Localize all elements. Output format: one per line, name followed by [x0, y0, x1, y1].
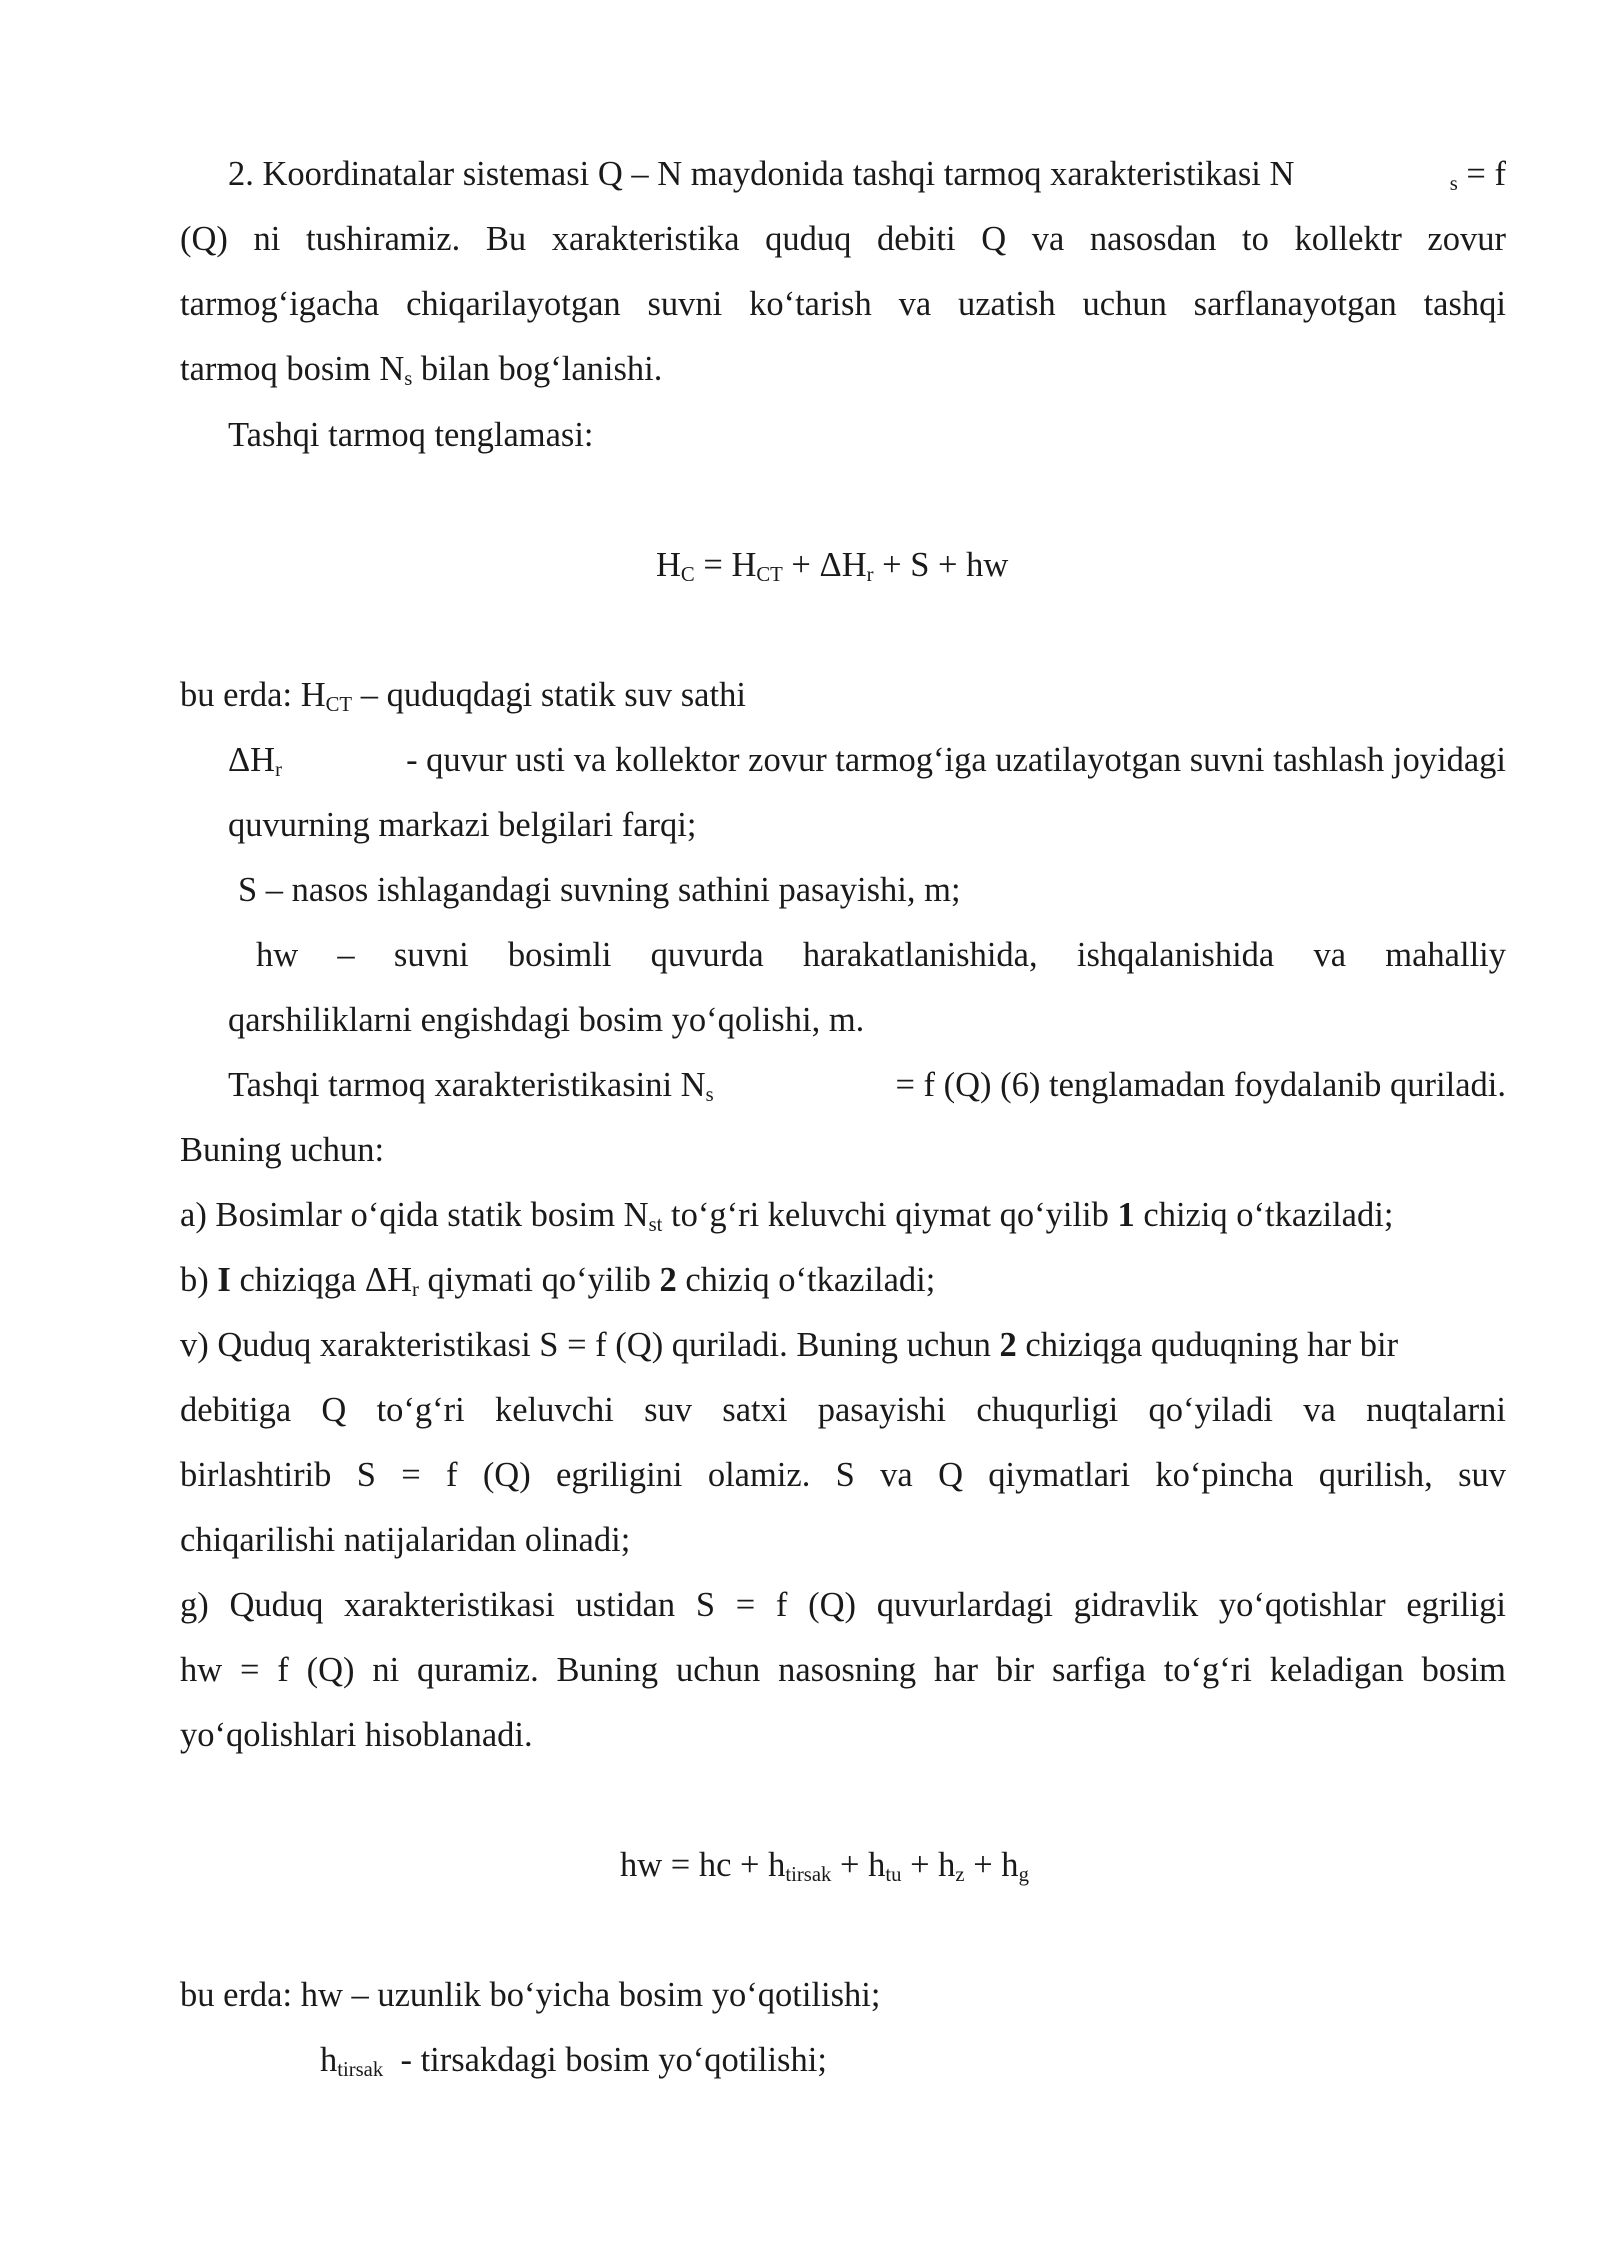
text: a) Bosimlar o‘qida statik bosim N [180, 1196, 649, 1234]
p3-line-1 [228, 1066, 1506, 1107]
subscript: CT [756, 564, 783, 587]
text: + h [964, 1846, 1019, 1884]
subscript: st [648, 1214, 663, 1237]
step-v-line-1 [180, 1328, 1398, 1363]
step-g-line-3: yo‘qolishlari hisoblanadi. [180, 1716, 533, 1754]
subscript: tirsak [337, 2059, 384, 2082]
text: bilan bog‘lanishi. [412, 350, 663, 388]
text: chiziq o‘tkaziladi; [676, 1261, 936, 1299]
def2-line-2 [320, 2041, 827, 2082]
p1-line-3: tarmog‘igacha chiqarilayotgan suvni ko‘tarish va uzatish uchun sarflanayotgan tashqi [180, 285, 1506, 323]
equation-2 [620, 1846, 1029, 1887]
text: b) [180, 1261, 218, 1299]
text: tarmoq bosim N [180, 350, 405, 388]
step-v-line-4: chiqarilishi natijalaridan olinadi; [180, 1521, 631, 1559]
subscript: s [1449, 173, 1458, 196]
text: h [320, 2041, 338, 2079]
text: – quduqdagi statik suv sathi [352, 676, 746, 714]
text: - tirsakdagi bosim yo‘qotilishi; [383, 2041, 827, 2079]
def1-line-2 [228, 741, 1506, 782]
text: to‘g‘ri keluvchi qiymat qo‘yilib [662, 1196, 1118, 1234]
subscript: r [275, 759, 282, 782]
text: 2. Koordinatalar sistemasi Q – N maydonida tashqi tarmoq xarakteristikasi N [228, 155, 1295, 193]
p3-line-2: Buning uchun: [180, 1131, 385, 1169]
step-v-line-2: debitiga Q to‘g‘ri keluvchi suv satxi pasayishi chuqurligi qo‘yiladi va nuqtalarni [180, 1391, 1506, 1429]
subscript: g [1018, 1864, 1029, 1887]
subscript: r [866, 564, 874, 587]
p1-line-4 [180, 350, 663, 391]
bold-number: 2 [999, 1326, 1017, 1364]
step-v-line-3: birlashtirib S = f (Q) egriligini olamiz. S va Q qiymatlari ko‘pincha qurilish, suv [180, 1456, 1506, 1494]
bold-number: 1 [1117, 1196, 1135, 1234]
def1-line-1 [180, 676, 746, 717]
text: chiziqga ΔH [230, 1261, 413, 1299]
def1-line-5: hw – suvni bosimli quvurda harakatlanishida, ishqalanishida va mahalliy [256, 936, 1506, 974]
def1-line-3: quvurning markazi belgilari farqi; [228, 806, 697, 844]
p1-line-2: (Q) ni tushiramiz. Bu xarakteristika quduq debiti Q va nasosdan to kollektr zovur [180, 220, 1506, 258]
text: - quvur usti va kollektor zovur tarmog‘iga uzatilayotgan suvni tashlash joyidagi [388, 741, 1506, 779]
p2-intro: Tashqi tarmoq tenglamasi: [228, 416, 594, 454]
text: = H [694, 546, 757, 584]
text: + S + hw [873, 546, 1009, 584]
text: H [656, 546, 681, 584]
text: chiziqga quduqning har bir [1016, 1326, 1399, 1364]
text: ΔH [228, 741, 276, 779]
step-a [180, 1196, 1394, 1237]
text: v) Quduq xarakteristikasi S = f (Q) quriladi. Buning uchun [180, 1326, 1000, 1364]
subscript: s [705, 1084, 714, 1107]
text: bu erda: H [180, 676, 326, 714]
step-g-line-2: hw = f (Q) ni quramiz. Buning uchun nasosning har bir sarfiga to‘g‘ri keladigan bosim [180, 1651, 1506, 1689]
text: = f (Q) (6) tenglamadan foydalanib quriladi. [895, 1066, 1506, 1104]
equation-1 [656, 546, 1009, 587]
step-g-line-1: g) Quduq xarakteristikasi ustidan S = f (Q) quvurlardagi gidravlik yo‘qotishlar egriligi [180, 1586, 1506, 1624]
text: + h [901, 1846, 956, 1884]
subscript: s [404, 368, 413, 391]
text: chiziq o‘tkaziladi; [1134, 1196, 1394, 1234]
def1-line-6: qarshiliklarni engishdagi bosim yo‘qolishi, m. [228, 1001, 865, 1039]
subscript: CT [325, 694, 353, 717]
subscript: tu [885, 1864, 902, 1887]
subscript: r [412, 1279, 419, 1302]
def1-line-4: S – nasos ishlagandagi suvning sathini pasayishi, m; [238, 871, 961, 909]
text: + h [831, 1846, 886, 1884]
subscript: z [955, 1864, 965, 1887]
text: + ΔH [782, 546, 867, 584]
step-b [180, 1261, 936, 1302]
bold-number: I [217, 1261, 231, 1299]
subscript: tirsak [785, 1864, 832, 1887]
def2-line-1: bu erda: hw – uzunlik bo‘yicha bosim yo‘qotilishi; [180, 1976, 881, 2014]
subscript: C [680, 564, 695, 587]
bold-number: 2 [659, 1261, 677, 1299]
text: hw = hc + h [620, 1846, 786, 1884]
p1-line-1 [228, 155, 1506, 196]
text: Tashqi tarmoq xarakteristikasini N [228, 1066, 706, 1104]
text: = f [1457, 155, 1506, 193]
text: qiymati qo‘yilib [418, 1261, 660, 1299]
